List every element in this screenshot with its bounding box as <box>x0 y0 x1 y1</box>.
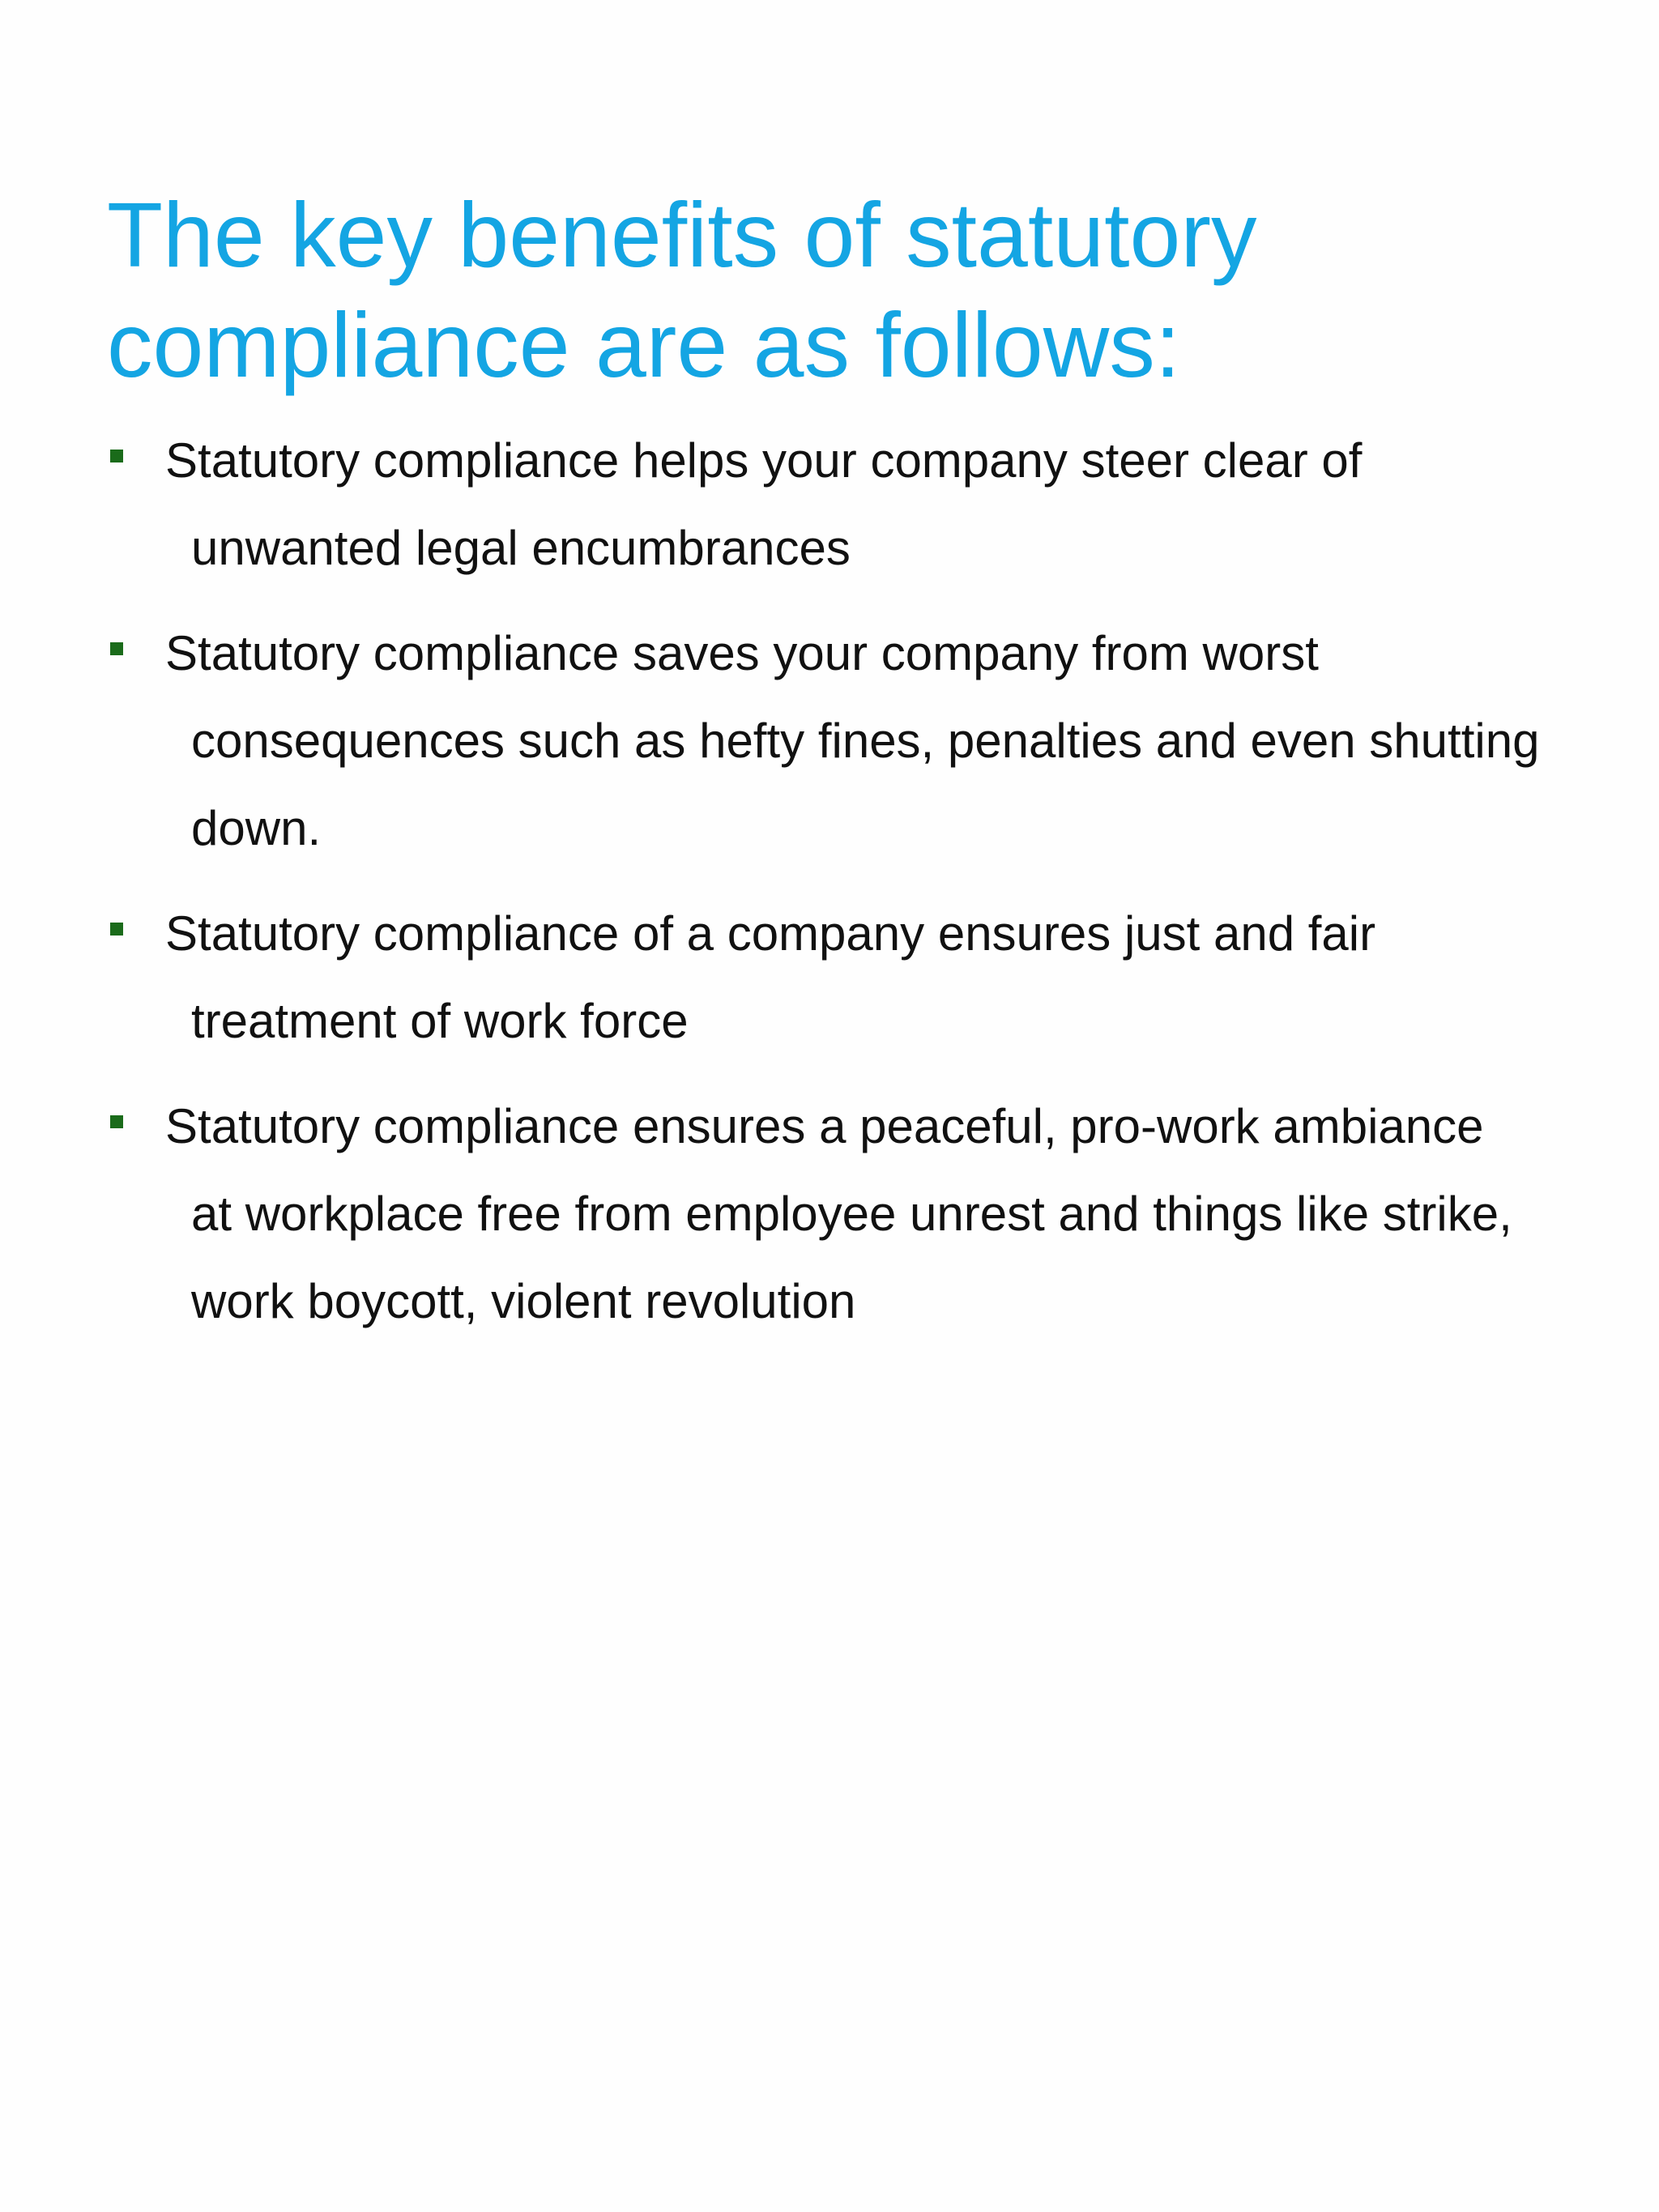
square-bullet-icon <box>110 923 123 936</box>
bullet-text-line: consequences such as hefty fines, penalties and even shutting <box>191 714 1540 768</box>
bullet-item <box>107 1083 1581 1345</box>
bullet-text-line: down. <box>191 801 322 855</box>
bullet-list <box>107 417 1581 1363</box>
bullet-text-line: work boycott, violent revolution <box>191 1274 856 1328</box>
bullet-text-line: treatment of work force <box>191 994 689 1048</box>
bullet-text-line: unwanted legal encumbrances <box>191 521 851 575</box>
bullet-item <box>107 610 1581 872</box>
square-bullet-icon <box>110 1115 123 1128</box>
bullet-text-line: Statutory compliance ensures a peaceful, pro-work ambiance <box>165 1099 1484 1153</box>
bullet-text-line: Statutory compliance helps your company steer clear of <box>165 433 1363 488</box>
bullet-item <box>107 417 1581 592</box>
slide-title <box>107 180 1565 400</box>
square-bullet-icon <box>110 450 123 462</box>
bullet-text-line: at workplace free from employee unrest and things like strike, <box>191 1187 1512 1241</box>
bullet-text-line: Statutory compliance saves your company from worst <box>165 626 1319 680</box>
square-bullet-icon <box>110 642 123 655</box>
bullet-item <box>107 890 1581 1065</box>
bullet-text-line: Statutory compliance of a company ensures just and fair <box>165 906 1376 961</box>
title-line: compliance are as follows: <box>107 294 1181 396</box>
title-line: The key benefits of statutory <box>107 184 1257 286</box>
